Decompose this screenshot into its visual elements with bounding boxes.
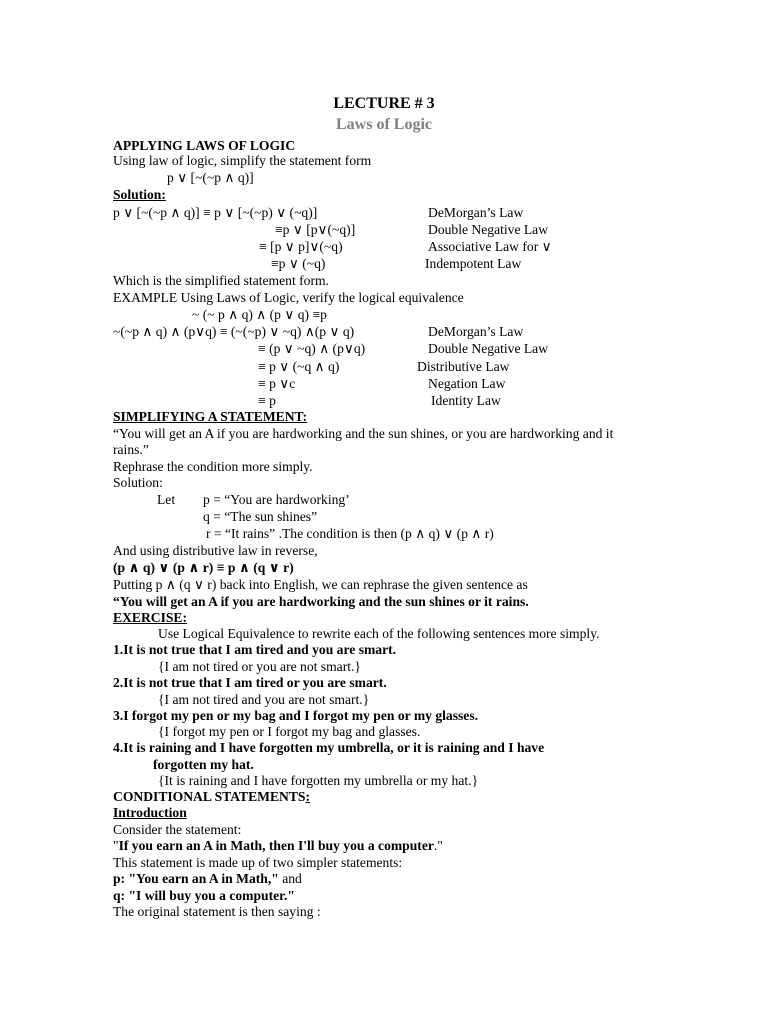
proof-step-expr: ≡p ∨ [p∨(~q)] <box>275 222 356 237</box>
exercise-question: 2.It is not true that I am tired or you are smart. <box>113 675 387 690</box>
solution-label: Solution: <box>113 187 166 202</box>
conditional-heading-text: CONDITIONAL STATEMENTS <box>113 789 306 804</box>
proof-step-expr: p ∨ [~(~p ∧ q)] ≡ p ∨ [~(~p) ∨ (~q)] <box>113 205 318 220</box>
proof-step-law: Negation Law <box>428 376 506 391</box>
proof-step-law: DeMorgan’s Law <box>428 324 524 339</box>
section-heading-applying-laws: APPLYING LAWS OF LOGIC <box>113 138 296 153</box>
distributive-intro: And using distributive law in reverse, <box>113 543 318 558</box>
exercise-question: forgotten my hat. <box>153 757 254 772</box>
section1-intro: Using law of logic, simplify the statement form <box>113 153 372 168</box>
proof-step-law: Double Negative Law <box>428 222 549 237</box>
proof-step-expr: ≡ p ∨c <box>258 376 296 391</box>
introduction-heading: Introduction <box>113 805 187 820</box>
section-heading-conditional <box>113 788 310 805</box>
made-up-text: This statement is made up of two simpler statements: <box>113 855 403 870</box>
section-heading-simplifying: SIMPLIFYING A STATEMENT: <box>113 409 308 424</box>
simplifying-quote: rains.” <box>113 442 149 457</box>
q-statement: q: "I will buy you a computer." <box>113 888 295 903</box>
p-statement <box>113 870 302 887</box>
proof-step-expr: ≡ [p ∨ p]∨(~q) <box>259 239 343 254</box>
conditional-heading-colon: : <box>305 789 311 804</box>
section1-statement: p ∨ [~(~p ∧ q)] <box>167 170 254 185</box>
simplifying-solution-label: Solution: <box>113 475 163 490</box>
proof-step-expr: ~(~p ∧ q) ∧ (p∨q) ≡ (~(~p) ∨ ~q) ∧(p ∨ q) <box>113 324 355 339</box>
proof-step-law: Double Negative Law <box>428 341 549 356</box>
p-definition: p = “You are hardworking’ <box>203 492 350 507</box>
section1-conclusion: Which is the simplified statement form. <box>113 273 329 288</box>
proof-step-expr: ≡p ∨ (~q) <box>271 256 326 271</box>
simplifying-quote: “You will get an A if you are hardworking and the sun shines, or you are hardworking and it <box>113 426 614 441</box>
proof-step-law: Identity Law <box>431 393 501 408</box>
exercise-question: 4.It is raining and I have forgotten my umbrella, or it is raining and I have <box>113 740 545 755</box>
section-heading-exercise: EXERCISE: <box>113 610 188 625</box>
simplifying-result: “You will get an A if you are hardworking and the sun shines or it rains. <box>113 594 529 609</box>
lecture-subtitle: Laws of Logic <box>336 116 432 133</box>
conditional-example <box>113 837 443 854</box>
example-intro: EXAMPLE Using Laws of Logic, verify the logical equivalence <box>113 290 464 305</box>
exercise-answer: {It is raining and I have forgotten my umbrella or my hat.} <box>158 773 479 788</box>
exercise-answer: {I am not tired and you are not smart.} <box>158 692 370 707</box>
example-statement: ~ (~ p ∧ q) ∧ (p ∨ q) ≡p <box>192 307 327 322</box>
simplifying-rephrase: Rephrase the condition more simply. <box>113 459 313 474</box>
quote-open: " <box>113 838 119 853</box>
proof-step-law: Associative Law for ∨ <box>428 239 552 254</box>
r-definition: r = “It rains” .The condition is then (p ∧ q) ∨ (p ∧ r) <box>206 526 494 541</box>
exercise-answer: {I am not tired or you are not smart.} <box>158 659 361 674</box>
exercise-answer: {I forgot my pen or I forgot my bag and glasses. <box>158 724 421 739</box>
exercise-question: 1.It is not true that I am tired and you are smart. <box>113 642 397 657</box>
proof-step-law: Indempotent Law <box>425 256 522 271</box>
p-statement-and: and <box>278 871 302 886</box>
let-label: Let <box>157 492 176 507</box>
proof-step-expr: ≡ p ∨ (~q ∧ q) <box>258 359 340 374</box>
exercise-intro: Use Logical Equivalence to rewrite each of the following sentences more simply. <box>158 626 600 641</box>
proof-step-law: Distributive Law <box>417 359 510 374</box>
proof-step-law: DeMorgan’s Law <box>428 205 524 220</box>
exercise-question: 3.I forgot my pen or my bag and I forgot my pen or my glasses. <box>113 708 479 723</box>
proof-step-expr: ≡ (p ∨ ~q) ∧ (p∨q) <box>258 341 366 356</box>
quote-close: ." <box>433 838 443 853</box>
original-saying: The original statement is then saying : <box>113 904 321 919</box>
distributive-expression: (p ∧ q) ∨ (p ∧ r) ≡ p ∧ (q ∨ r) <box>113 560 294 575</box>
p-statement-bold: p: "You earn an A in Math," <box>113 871 279 886</box>
consider-text: Consider the statement: <box>113 822 242 837</box>
putting-back: Putting p ∧ (q ∨ r) back into English, we can rephrase the given sentence as <box>113 577 528 592</box>
lecture-title: LECTURE # 3 <box>333 95 435 112</box>
conditional-example-bold: If you earn an A in Math, then I'll buy you a computer <box>118 838 434 853</box>
proof-step-expr: ≡ p <box>258 393 276 408</box>
q-definition: q = “The sun shines” <box>203 509 318 524</box>
